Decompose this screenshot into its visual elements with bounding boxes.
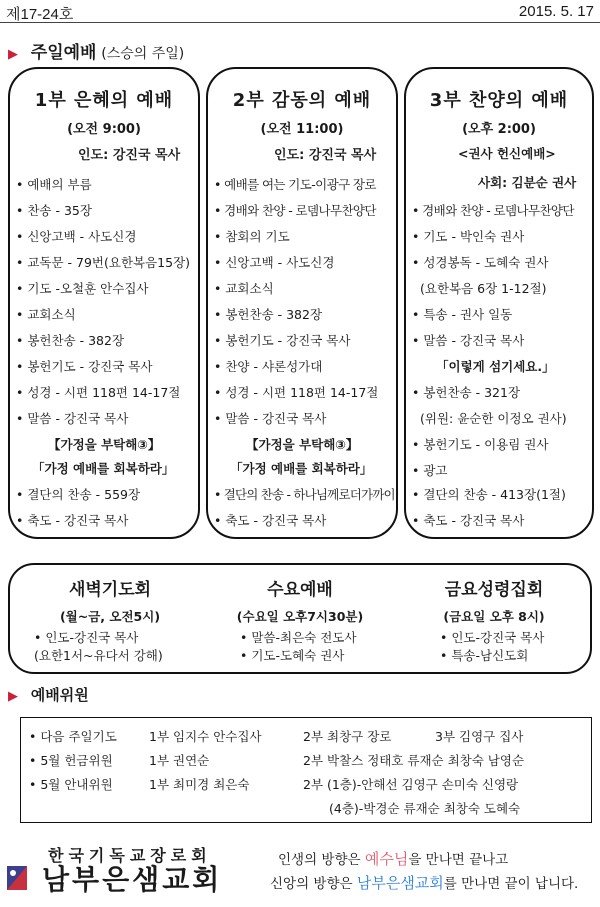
service-leader: 인도: 강진국 목사 — [274, 148, 377, 163]
worship-item: • 교독문 - 79번(요한복음15장) — [16, 255, 191, 270]
ushers-section-title — [8, 684, 89, 705]
worship-item: • 봉헌찬송 - 321장 — [412, 385, 521, 400]
worship-item: • 예배를 여는 기도-이광구 장로 — [214, 177, 376, 192]
weekday-line: • 인도-강진국 목사 — [440, 630, 545, 645]
ushers-table — [20, 717, 592, 823]
worship-item: • 봉헌기도 - 강진국 목사 — [214, 333, 351, 348]
issue-number: 제17-24호 — [6, 6, 74, 23]
usher-cell: 1부 임지수 안수집사 — [149, 729, 262, 744]
sunday-title: 주일예배 — [30, 43, 97, 63]
usher-role: • 5월 헌금위원 — [29, 753, 113, 768]
usher-cell: 1부 권연순 — [149, 753, 210, 768]
ushers-title: 예배위원 — [30, 686, 89, 704]
church-logo-icon — [6, 864, 28, 892]
denomination-name: 한국기독교장로회 — [48, 846, 212, 865]
weekday-line: • 기도-도혜숙 권사 — [240, 648, 345, 663]
worship-item: • 경배와 찬양 - 로뎀나무찬양단 — [214, 203, 376, 218]
weekday-line: • 말씀-최은숙 전도사 — [240, 630, 357, 645]
issue-date: 2015. 5. 17 — [518, 3, 594, 20]
worship-item: • 봉헌찬송 - 382장 — [16, 333, 125, 348]
worship-item: • 찬양 - 샤론성가대 — [214, 359, 323, 374]
worship-item: • 결단의 찬송 - 하나님께로더가까이 — [214, 487, 395, 502]
usher-cell: 1부 최미경 최은숙 — [149, 777, 250, 792]
header-divider — [0, 22, 600, 23]
worship-item: • 광고 — [412, 463, 448, 478]
bulletin-header — [6, 0, 594, 22]
slogan-text: 을 만나면 끝나고 — [408, 852, 509, 868]
worship-item: • 참회의 기도 — [214, 229, 290, 244]
service-1-box — [8, 67, 200, 539]
slogan-text: 인생의 방향은 — [278, 852, 365, 868]
worship-item: • 경배와 찬양 - 로뎀나무찬양단 — [412, 203, 574, 218]
service-time: (오전 11:00) — [260, 122, 344, 137]
slogan-highlight: 예수님 — [364, 850, 409, 868]
weekday-title: 수요예배 — [267, 580, 333, 600]
weekday-title: 금요성령집회 — [444, 580, 544, 600]
church-name: 남부은샘교회 — [42, 863, 223, 896]
worship-item: • 신앙고백 - 사도신경 — [16, 229, 137, 244]
worship-item: • 축도 - 강진국 목사 — [16, 513, 129, 528]
friday-service — [404, 575, 584, 665]
service-time: (오후 2:00) — [462, 122, 536, 137]
service-time: (오전 9:00) — [67, 122, 141, 137]
weekday-time: (금요일 오후 8시) — [443, 609, 545, 624]
sunday-subtitle: (스승의 주일) — [101, 46, 185, 62]
worship-item: • 결단의 찬송 - 559장 — [16, 487, 141, 502]
usher-cell: 2부 (1층)-안해선 김영구 손미숙 신영랑 — [303, 777, 519, 792]
worship-item: • 교회소식 — [16, 307, 76, 322]
usher-role: • 5월 안내위원 — [29, 777, 113, 792]
worship-item: • 신앙고백 - 사도신경 — [214, 255, 335, 270]
sermon-title: 「이렇게 섬기세요.」 — [436, 359, 555, 374]
weekday-line: • 인도-강진국 목사 — [34, 630, 139, 645]
weekday-time: (월~금, 오전5시) — [59, 609, 161, 624]
slogan-line-1 — [278, 848, 508, 869]
worship-item: • 성경 - 시편 118편 14-17절 — [16, 385, 181, 400]
service-title: 3부 찬양의 예배 — [429, 90, 569, 111]
wednesday-service — [210, 575, 390, 665]
worship-item: • 찬송 - 35장 — [16, 203, 92, 218]
triangle-bullet-icon: ▶ — [8, 689, 18, 704]
worship-item: • 특송 - 권사 일동 — [412, 307, 513, 322]
worship-item: • 기도 - 박인숙 권사 — [412, 229, 525, 244]
sermon-title: 「가정 예배를 회복하라」 — [32, 461, 175, 476]
service-title: 1부 은혜의 예배 — [34, 90, 174, 111]
sermon-title: 「가정 예배를 회복하라」 — [230, 461, 373, 476]
worship-item: • 축도 - 강진국 목사 — [214, 513, 327, 528]
worship-item: • 말씀 - 강진국 목사 — [214, 411, 327, 426]
service-2-box — [206, 67, 398, 539]
sermon-series: 【가정을 부탁해③】 — [48, 437, 161, 452]
worship-item: • 말씀 - 강진국 목사 — [16, 411, 129, 426]
worship-item: • 봉헌기도 - 이용림 권사 — [412, 437, 549, 452]
weekday-line: • 특송-남신도회 — [440, 648, 529, 663]
sunday-section-title — [8, 38, 184, 63]
worship-item: • 성경 - 시편 118편 14-17절 — [214, 385, 379, 400]
slogan-text: 를 만나면 끝이 납니다. — [443, 876, 579, 892]
usher-cell: (4층)-박경순 류재순 최창숙 도혜숙 — [329, 801, 521, 816]
usher-cell: 3부 김영구 집사 — [435, 729, 524, 744]
service-3-box — [404, 67, 594, 539]
scripture-ref: (요한복음 6장 1-12절) — [420, 281, 547, 296]
dawn-prayer — [20, 575, 200, 665]
worship-item: • 결단의 찬송 - 413장(1절) — [412, 487, 566, 502]
worship-item: • 기도 -오철훈 안수집사 — [16, 281, 149, 296]
usher-role: • 다음 주일기도 — [29, 729, 117, 744]
sermon-series: 【가정을 부탁해③】 — [246, 437, 359, 452]
offering-committee: (위원: 윤순한 이정오 권사) — [420, 411, 567, 426]
slogan-highlight: 남부은샘교회 — [356, 874, 444, 892]
worship-item: • 교회소식 — [214, 281, 274, 296]
slogan-text: 신앙의 방향은 — [270, 876, 357, 892]
worship-item: • 봉헌기도 - 강진국 목사 — [16, 359, 153, 374]
worship-item: • 축도 - 강진국 목사 — [412, 513, 525, 528]
presider: 사회: 김분순 권사 — [478, 175, 577, 190]
service-title: 2부 감동의 예배 — [232, 90, 372, 111]
worship-item: • 예배의 부름 — [16, 177, 92, 192]
service-leader: 인도: 강진국 목사 — [78, 148, 181, 163]
weekday-title: 새벽기도회 — [68, 580, 152, 600]
service-leader: <권사 헌신예배> — [458, 146, 556, 161]
usher-cell: 2부 최창구 장로 — [303, 729, 392, 744]
usher-cell: 2부 박찰스 정태호 류재순 최창숙 남영순 — [303, 753, 525, 768]
weekday-services-box — [8, 563, 592, 674]
triangle-bullet-icon: ▶ — [8, 47, 18, 62]
worship-item: • 말씀 - 강진국 목사 — [412, 333, 525, 348]
slogan-line-2 — [270, 872, 578, 893]
worship-item: • 봉헌찬송 - 382장 — [214, 307, 323, 322]
weekday-time: (수요일 오후7시30분) — [236, 609, 364, 624]
weekday-line: (요한1서~유다서 강해) — [34, 648, 163, 663]
worship-item: • 성경봉독 - 도혜숙 권사 — [412, 255, 549, 270]
